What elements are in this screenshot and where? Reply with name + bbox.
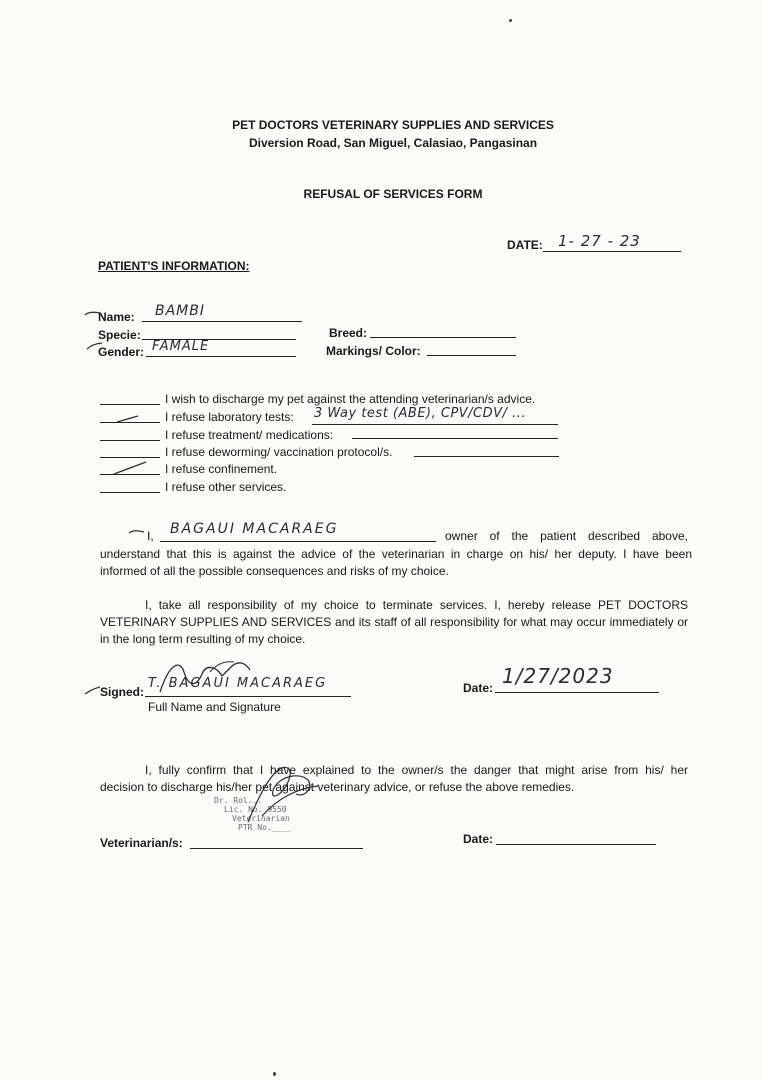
statement1-line3: informed of all the possible consequences and risks of my choice. bbox=[100, 564, 449, 578]
statement1-line2: understand that this is against the advice of the veterinarian in charge on his/ her deputy. I have been bbox=[100, 547, 692, 561]
option-other: I refuse other services. bbox=[165, 480, 287, 494]
clinic-address: Diversion Road, San Miguel, Calasiao, Pangasinan bbox=[248, 136, 538, 150]
option-confinement: I refuse confinement. bbox=[165, 462, 278, 476]
name-line bbox=[142, 321, 302, 322]
statement2-line3: in the long term resulting of my choice. bbox=[100, 632, 306, 646]
owner-signature-value: T. BAGAUI MACARAEG bbox=[148, 676, 328, 691]
option-deworming: I refuse deworming/ vaccination protocol/s. bbox=[165, 445, 393, 459]
check-mark-icon bbox=[112, 460, 148, 476]
form-title: REFUSAL OF SERVICES FORM bbox=[303, 187, 483, 201]
scan-speck bbox=[273, 1072, 276, 1076]
statement2-line2: VETERINARY SUPPLIES AND SERVICES and its staff of all responsibility for what may occur immediately or bbox=[100, 615, 688, 629]
signature-caption: Full Name and Signature bbox=[148, 700, 281, 714]
date-line bbox=[543, 251, 681, 252]
name-label: Name: bbox=[98, 310, 135, 324]
patient-name-value: BAMBI bbox=[155, 303, 205, 319]
markings-label: Markings/ Color: bbox=[326, 344, 421, 358]
owner-name-value: BAGAUI MACARAEG bbox=[170, 521, 339, 537]
date-label: DATE: bbox=[507, 238, 543, 252]
option-lab-tests: I refuse laboratory tests: bbox=[165, 410, 294, 424]
statement1-line1: owner of the patient described above, bbox=[445, 529, 688, 543]
vet-stamp-line3: Veterinarian bbox=[232, 814, 290, 823]
lab-tests-line bbox=[312, 424, 558, 425]
check-mark-icon bbox=[128, 528, 146, 537]
option-blank bbox=[100, 457, 160, 458]
gender-value: FAMALE bbox=[152, 339, 210, 354]
option-blank bbox=[100, 492, 160, 493]
statement2-line1: I, take all responsibility of my choice to terminate services. I, hereby release PET DOCTORS bbox=[145, 598, 688, 612]
vet-stamp-line4: PTR No.____ bbox=[238, 823, 291, 832]
breed-line bbox=[370, 337, 516, 338]
vet-statement-line2: decision to discharge his/her pet against veterinary advice, or refuse the above remedies. bbox=[100, 780, 575, 794]
scan-speck bbox=[509, 19, 512, 22]
veterinarian-line bbox=[190, 848, 363, 849]
lab-tests-detail: 3 Way test (ABE), CPV/CDV/ ... bbox=[314, 406, 526, 421]
gender-label: Gender: bbox=[98, 345, 145, 359]
check-mark-icon bbox=[116, 414, 140, 424]
veterinarian-label: Veterinarian/s: bbox=[100, 836, 183, 850]
treatment-line bbox=[352, 438, 558, 439]
signed-date-line bbox=[495, 692, 659, 693]
markings-line bbox=[427, 355, 516, 356]
date-value: 1- 27 - 23 bbox=[558, 232, 641, 250]
vet-date-line bbox=[496, 844, 656, 845]
option-blank bbox=[100, 440, 160, 441]
vet-signature-scribble bbox=[238, 758, 328, 828]
gender-line bbox=[146, 356, 296, 357]
patient-info-heading: PATIENT'S INFORMATION: bbox=[98, 259, 250, 273]
signed-date-label: Date: bbox=[463, 681, 494, 695]
signed-date-value: 1/27/2023 bbox=[502, 664, 614, 688]
specie-label: Specie: bbox=[98, 328, 141, 342]
owner-name-line bbox=[160, 541, 436, 542]
clinic-name: PET DOCTORS VETERINARY SUPPLIES AND SERVICES bbox=[232, 118, 554, 132]
deworming-line bbox=[414, 456, 559, 457]
vet-stamp-line2: Lic. No. 9550 bbox=[224, 805, 287, 814]
signed-label: Signed: bbox=[100, 685, 144, 699]
vet-statement-line1: I, fully confirm that I have explained to the owner/s the danger that might arise from his/ her bbox=[145, 763, 688, 777]
option-blank bbox=[100, 404, 160, 405]
option-treatment: I refuse treatment/ medications: bbox=[165, 428, 334, 442]
vet-date-label: Date: bbox=[463, 832, 494, 846]
vet-stamp-line1: Dr. Rol... bbox=[214, 796, 263, 805]
option-discharge: I wish to discharge my pet against the attending veterinarian/s advice. bbox=[165, 392, 536, 406]
statement1-prefix: I, bbox=[147, 529, 154, 543]
breed-label: Breed: bbox=[329, 326, 368, 340]
